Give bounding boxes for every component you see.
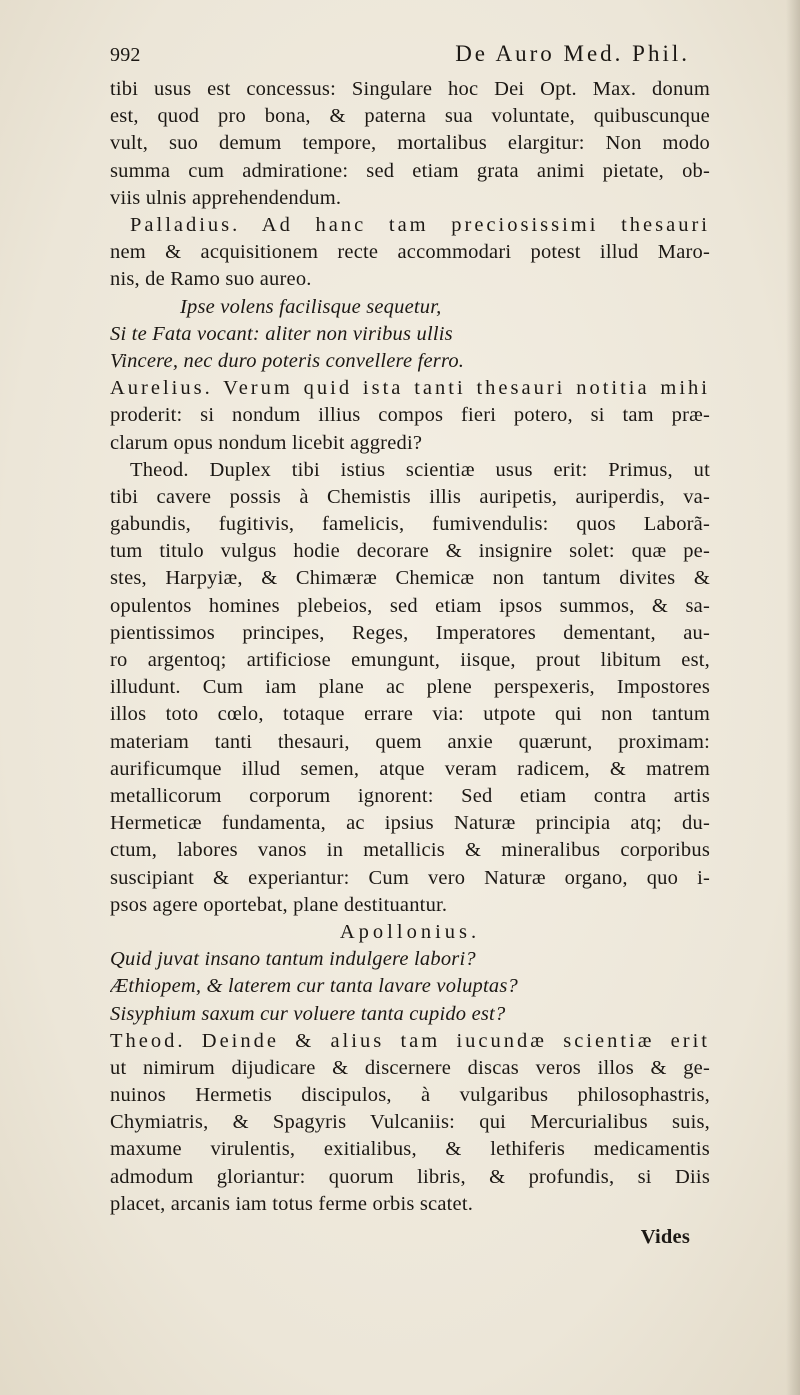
text-line: suscipiant & experiantur: Cum vero Naturæ organo, quo i- [110,866,710,889]
text-line: materiam tanti thesauri, quem anxie quærunt, proximam: [110,730,710,753]
page-number: 992 [110,44,141,66]
page-text-block [110,40,710,1251]
verse-line: Si te Fata vocant: aliter non viribus ullis [110,322,453,345]
text-line: clarum opus nondum licebit aggredi? [110,431,423,454]
text-line: viis ulnis apprehendendum. [110,186,342,209]
text-line: maxume virulentis, exitialibus, & lethiferis medicamentis [110,1138,710,1161]
text-line: placet, arcanis iam totus ferme orbis scatet. [110,1192,474,1215]
page-header [110,40,710,70]
text-line: illudunt. Cum iam plane ac plene perspexeris, Impostores [110,676,710,699]
text-line: gabundis, fugitivis, famelicis, fumivendulis: quos Laborã- [110,513,710,536]
catchword: Vides [640,1226,690,1249]
verse-line: Vincere, nec duro poteris convellere ferro. [110,349,465,372]
text-line: ctum, labores vanos in metallicis & mineralibus corporibus [110,839,710,862]
text-line: Hermeticæ fundamenta, ac ipsius Naturæ principia atq; du- [110,812,710,835]
text-line: admodum gloriantur: quorum libris, & profundis, si Diis [110,1165,710,1188]
text-line: Chymiatris, & Spagyris Vulcaniis: qui Mercurialibus suis, [110,1111,710,1134]
text-line: stes, Harpyiæ, & Chimæræ Chemicæ non tantum divites & [110,567,710,590]
text-line: tibi usus est concessus: Singulare hoc Dei Opt. Max. donum [110,78,710,100]
text-line: tibi cavere possis à Chemistis illis auripetis, auriperdis, va- [110,485,710,508]
text-line: aurificumque illud semen, atque veram radicem, & matrem [110,757,710,780]
speaker-heading-apollonius: Apollonius. [339,920,481,943]
text-line: nem & acquisitionem recte accommodari potest illud Maro- [110,241,710,264]
speaker-paragraph-theodorus: Theod. Duplex tibi istius scientiæ usus erit: Primus, ut [130,458,710,481]
speaker-paragraph-aurelius: Aurelius. Verum quid ista tanti thesauri notitia mihi [110,377,710,400]
verse-line: Æthiopem, & laterem cur tanta lavare voluptas? [110,975,518,998]
text-line: illos toto cœlo, totaque errare via: utpote qui non tantum [110,703,710,726]
text-line: pientissimos principes, Reges, Imperatores dementant, au- [110,621,710,644]
text-line: nuinos Hermetis discipulos, à vulgaribus philosophastris, [110,1084,710,1107]
text-line: opulentos homines plebeios, sed etiam ipsos summos, & sa- [110,594,710,617]
text-line: vult, suo demum tempore, mortalibus elargitur: Non modo [110,132,710,155]
verse-line: Ipse volens facilisque sequetur, [180,295,442,318]
verse-line: Quid juvat insano tantum indulgere labori? [110,948,476,971]
text-line: est, quod pro bona, & paterna sua voluntate, quibuscunque [110,105,710,128]
text-line: proderit: si nondum illius compos fieri potero, si tam præ- [110,404,710,427]
speaker-paragraph-palladius: Palladius. Ad hanc tam preciosissimi thesauri [130,213,710,236]
verse-line: Sisyphium saxum cur voluere tanta cupido est? [110,1002,506,1025]
text-line: nis, de Ramo suo aureo. [110,268,312,291]
text-line: summa cum admiratione: sed etiam grata animi pietate, ob- [110,159,710,182]
text-line: ro argentoq; artificiose emungunt, iisque, prout libitum est, [110,649,710,672]
text-line: psos agere oportebat, plane destituantur. [110,893,448,916]
speaker-paragraph-theodorus: Theod. Deinde & alius tam iucundæ scientiæ erit [110,1029,710,1052]
page-gutter-shadow [786,0,800,1395]
running-head: De Auro Med. Phil. [455,41,690,66]
text-line: metallicorum corporum ignorent: Sed etiam contra artis [110,784,710,807]
text-line: ut nimirum dijudicare & discernere discas veros illos & ge- [110,1056,710,1079]
text-line: tum titulo vulgus hodie decorare & insignire solet: quæ pe- [110,540,710,563]
